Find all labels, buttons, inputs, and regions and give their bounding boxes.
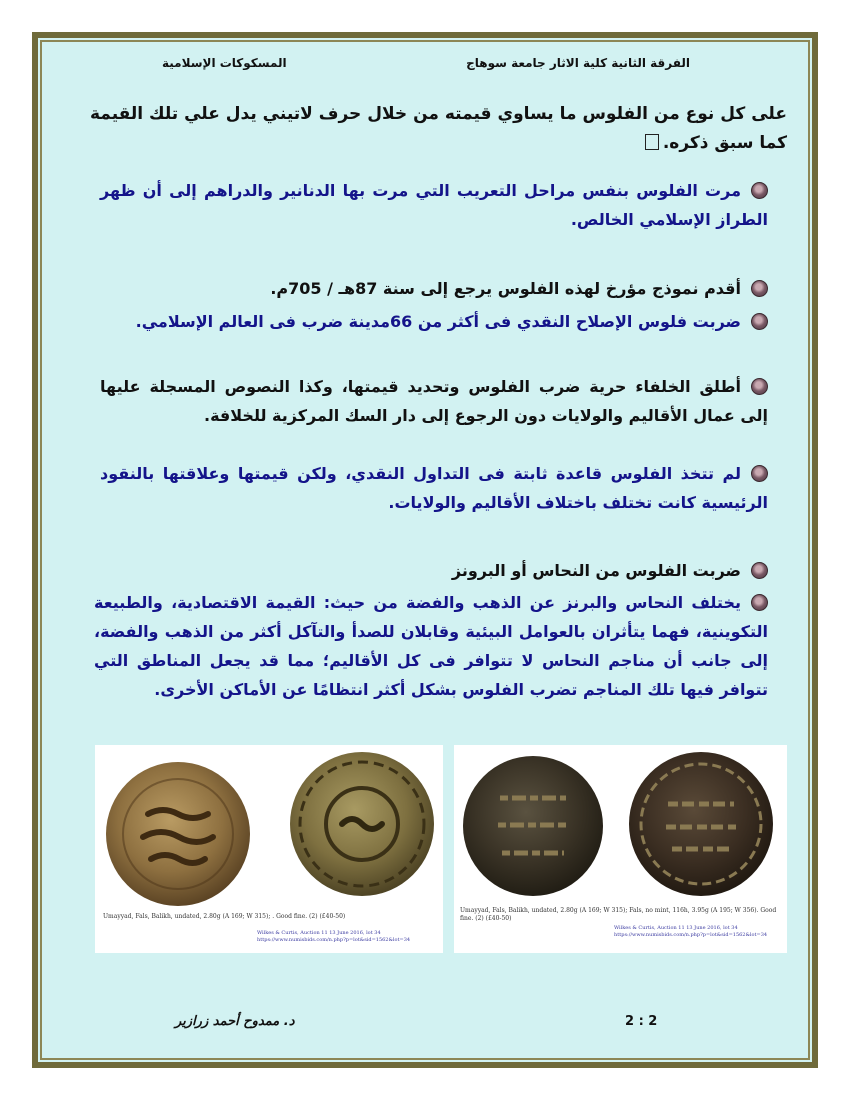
- bullet-text-6: ضربت الفلوس من النحاس أو البرونز: [451, 561, 741, 580]
- bullet-text-5: لم تتخذ الفلوس قاعدة ثابتة فى التداول النقدي، ولكن قيمتها وعلاقتها بالنقود الرئيسية كانت تختلف باختلاف الأقاليم والولايات.: [100, 464, 768, 512]
- bullet-text-3: ضربت فلوس الإصلاح النقدي فى أكثر من 66مدينة ضرب فى العالم الإسلامي.: [135, 312, 741, 331]
- bullet-text-4: أطلق الخلفاء حرية ضرب الفلوس وتحديد قيمتها، وكذا النصوص المسجلة عليها إلى عمال الأقاليم والولايات دون الرجوع إلى دار السك المركزية للخلافة.: [100, 377, 768, 425]
- intro-text: على كل نوع من الفلوس ما يساوي قيمته من خلال حرف لاتيني يدل علي تلك القيمة كما سبق ذكره.: [90, 104, 787, 153]
- coin-source-right: Wilkes & Curtis, Auction 11 13 June 2016, lot 34: [614, 925, 738, 931]
- header-subject: المسكوكات الإسلامية: [162, 56, 287, 70]
- coin-bullet-icon: [751, 562, 768, 579]
- coin-source-left: Wilkes & Curtis, Auction 11 13 June 2016, lot 34: [257, 930, 381, 936]
- footer-page-number: 2 : 2: [625, 1014, 658, 1029]
- coin-bullet-icon: [751, 313, 768, 330]
- bullet-paragraph-5: [100, 459, 768, 517]
- coin-photo-right: [454, 745, 787, 953]
- header-course: الفرقة الثانية كلية الاثار جامعة سوهاج: [466, 56, 690, 70]
- coin-reverse-image: [287, 749, 437, 899]
- bullet-text-1: مرت الفلوس بنفس مراحل التعريب التي مرت بها الدنانير والدراهم إلى أن ظهر الطراز الإسلامي الخالص.: [100, 181, 768, 229]
- checkbox-glyph: [645, 134, 659, 150]
- coin-bullet-icon: [751, 182, 768, 199]
- coin-reverse-image: [626, 749, 776, 899]
- bullet-paragraph-7: [94, 588, 768, 704]
- coin-caption-left: Umayyad, Fals, Balikh, undated, 2.80g (A 169; W 315); . Good fine. (2) (£40-50): [103, 913, 346, 920]
- coin-caption-right: Umayyad, Fals, Balikh, undated, 2.80g (A 169; W 315); Fals, no mint, 116h, 3.95g (A 195; W 356). Good fine. (2) (£40-50): [460, 907, 777, 922]
- coin-url-right: https://www.numisbids.com/n.php?p=lot&sid=1562&lot=34: [614, 932, 768, 938]
- intro-paragraph: [90, 100, 787, 158]
- coin-bullet-icon: [751, 594, 768, 611]
- bullet-paragraph-2: [100, 274, 768, 303]
- coin-bullet-icon: [751, 280, 768, 297]
- bullet-paragraph-6: [100, 556, 768, 585]
- coin-bullet-icon: [751, 465, 768, 482]
- coin-bullet-icon: [751, 378, 768, 395]
- footer-author: د. ممدوح أحمد زرازير: [175, 1014, 295, 1029]
- bullet-text-7: يختلف النحاس والبرنز عن الذهب والفضة من حيث: القيمة الاقتصادية، والطبيعة التكوينية، فهما يتأثران بالعوامل البيئية وقابلان للصدأ والتآكل أكثر من الذهب والفضة، إلى جانب أن مناجم النحاس لا تتوافر فى كل الأقاليم؛ مما قد يجعل المناطق التي تتوافر فيها تلك المناجم تضرب الفلوس بشكل أكثر انتظامًا عن الأماكن الأخرى.: [94, 593, 768, 699]
- bullet-paragraph-4: [100, 372, 768, 430]
- coin-photo-left: [95, 745, 443, 953]
- bullet-paragraph-3: [100, 307, 768, 336]
- bullet-paragraph-1: [100, 176, 768, 234]
- coin-obverse-image: [460, 753, 606, 899]
- bullet-text-2: أقدم نموذج مؤرخ لهذه الفلوس يرجع إلى سنة 87هـ / 705م.: [270, 279, 741, 298]
- coin-obverse-image: [103, 759, 253, 909]
- coin-url-left: https://www.numisbids.com/n.php?p=lot&sid=1562&lot=34: [257, 937, 411, 943]
